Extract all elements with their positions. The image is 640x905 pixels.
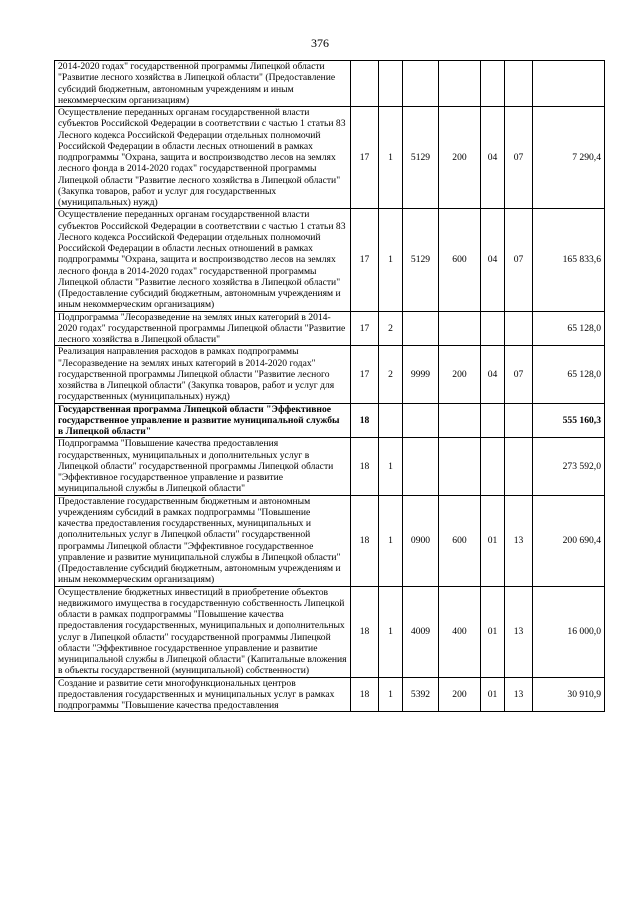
row-description: Предоставление государственным бюджетным и автономным учреждениям субсидий в рамках подпрограммы "Повышение качества предоставления государственных, муниципальных и дополнительных услуг в Липецкой области" государственной программы Липецкой области "Эффективное государственное управление и развитие муниципальной службы в Липецкой области" (Предоставление субсидий бюджетным, автономным учреждениям и иным некоммерческим организациям): [55, 495, 351, 586]
subprogram-code: 1: [379, 495, 403, 586]
subsection-code: [505, 438, 533, 495]
table-row: [55, 346, 605, 403]
row-description: Создание и развитие сети многофункциональных центров предоставления государственных и муниципальных услуг в рамках подпрограммы "Повышение качества предоставления: [55, 677, 351, 712]
expense-type-code: [439, 438, 481, 495]
row-description: Подпрограмма "Повышение качества предоставления государственных, муниципальных и дополнительных услуг в Липецкой области" государственной программы Липецкой области "Эффективное государственное управление и развитие муниципальной службы в Липецкой области": [55, 438, 351, 495]
budget-table: [54, 60, 605, 712]
expense-direction-code: 0900: [403, 495, 439, 586]
subsection-code: 13: [505, 586, 533, 677]
table-row: [55, 209, 605, 311]
expense-direction-code: 9999: [403, 346, 439, 403]
amount-value: 273 592,0: [533, 438, 605, 495]
row-description: Осуществление переданных органам государственной власти субъектов Российской Федерации в соответствии с частью 1 статьи 83 Лесного кодекса Российской Федерации отдельных полномочий Российской Федерации в области лесных отношений в рамках подпрограммы "Охрана, защита и воспроизводство лесов на землях лесного фонда в 2014-2020 годах" государственной программы Липецкой области "Развитие лесного хозяйства в Липецкой области" (Предоставление субсидий бюджетным, автономным учреждениям и иным некоммерческим организациям): [55, 209, 351, 311]
row-description: 2014-2020 годах" государственной программы Липецкой области "Развитие лесного хозяйства в Липецкой области" (Предоставление субсидий бюджетным, автономным учреждениям и иным некоммерческим организациям): [55, 61, 351, 107]
table-row: [55, 438, 605, 495]
subprogram-code: 1: [379, 209, 403, 311]
section-code: 04: [481, 209, 505, 311]
subprogram-code: 1: [379, 677, 403, 712]
amount-value: 200 690,4: [533, 495, 605, 586]
section-code: [481, 311, 505, 346]
expense-direction-code: 5129: [403, 107, 439, 209]
expense-type-code: [439, 403, 481, 438]
program-code: 18: [351, 495, 379, 586]
row-description: Подпрограмма "Лесоразведение на землях иных категорий в 2014-2020 годах" государственной программы Липецкой области "Развитие лесного хозяйства в Липецкой области": [55, 311, 351, 346]
expense-direction-code: [403, 311, 439, 346]
amount-value: 30 910,9: [533, 677, 605, 712]
page-number: 376: [311, 36, 329, 50]
section-code: 04: [481, 346, 505, 403]
expense-type-code: 400: [439, 586, 481, 677]
subsection-code: 07: [505, 107, 533, 209]
section-code: 01: [481, 677, 505, 712]
program-code: 18: [351, 586, 379, 677]
subprogram-code: 2: [379, 311, 403, 346]
expense-type-code: [439, 311, 481, 346]
expense-type-code: 200: [439, 346, 481, 403]
program-code: 18: [351, 677, 379, 712]
amount-value: [533, 61, 605, 107]
expense-direction-code: 5129: [403, 209, 439, 311]
row-description: Государственная программа Липецкой области "Эффективное государственное управление и развитие муниципальной службы в Липецкой области": [55, 403, 351, 438]
section-code: 01: [481, 586, 505, 677]
subsection-code: [505, 61, 533, 107]
amount-value: 7 290,4: [533, 107, 605, 209]
amount-value: 165 833,6: [533, 209, 605, 311]
program-code: 17: [351, 346, 379, 403]
subprogram-code: [379, 403, 403, 438]
program-code: 17: [351, 311, 379, 346]
subsection-code: [505, 311, 533, 346]
section-code: 01: [481, 495, 505, 586]
subsection-code: 13: [505, 677, 533, 712]
row-description: Осуществление переданных органам государственной власти субъектов Российской Федерации в соответствии с частью 1 статьи 83 Лесного кодекса Российской Федерации отдельных полномочий Российской Федерации в области лесных отношений в рамках подпрограммы "Охрана, защита и воспроизводство лесов на землях лесного фонда в 2014-2020 годах" государственной программы Липецкой области "Развитие лесного хозяйства в Липецкой области" (Закупка товаров, работ и услуг для государственных (муниципальных) нужд): [55, 107, 351, 209]
expense-direction-code: 5392: [403, 677, 439, 712]
subsection-code: [505, 403, 533, 438]
amount-value: 555 160,3: [533, 403, 605, 438]
table-body: [55, 61, 605, 712]
program-code: 18: [351, 438, 379, 495]
subprogram-code: 1: [379, 438, 403, 495]
program-code: 17: [351, 209, 379, 311]
expense-direction-code: [403, 61, 439, 107]
table-row: [55, 495, 605, 586]
row-description: Осуществление бюджетных инвестиций в приобретение объектов недвижимого имущества в государственную собственность Липецкой области в рамках подпрограммы "Повышение качества предоставления государственных, муниципальных и дополнительных услуг в Липецкой области" государственной программы Липецкой области "Эффективное государственное управление и развитие муниципальной службы в Липецкой области" (Капитальные вложения в объекты государственной (муниципальной) собственности): [55, 586, 351, 677]
amount-value: 65 128,0: [533, 346, 605, 403]
table-row: [55, 403, 605, 438]
table-row: [55, 586, 605, 677]
program-code: [351, 61, 379, 107]
table-row: [55, 107, 605, 209]
subsection-code: 13: [505, 495, 533, 586]
expense-direction-code: [403, 403, 439, 438]
table-row: [55, 61, 605, 107]
amount-value: 65 128,0: [533, 311, 605, 346]
section-code: [481, 403, 505, 438]
subprogram-code: 1: [379, 107, 403, 209]
subprogram-code: 1: [379, 586, 403, 677]
expense-type-code: 600: [439, 209, 481, 311]
program-code: 17: [351, 107, 379, 209]
expense-type-code: [439, 61, 481, 107]
section-code: 04: [481, 107, 505, 209]
subprogram-code: 2: [379, 346, 403, 403]
table-row: [55, 311, 605, 346]
row-description: Реализация направления расходов в рамках подпрограммы "Лесоразведение на землях иных категорий в 2014-2020 годах" государственной программы Липецкой области "Развитие лесного хозяйства в Липецкой области" (Закупка товаров, работ и услуг для государственных (муниципальных) нужд): [55, 346, 351, 403]
subsection-code: 07: [505, 346, 533, 403]
subprogram-code: [379, 61, 403, 107]
expense-type-code: 200: [439, 677, 481, 712]
subsection-code: 07: [505, 209, 533, 311]
section-code: [481, 438, 505, 495]
amount-value: 16 000,0: [533, 586, 605, 677]
table-row: [55, 677, 605, 712]
expense-direction-code: [403, 438, 439, 495]
expense-type-code: 200: [439, 107, 481, 209]
program-code: 18: [351, 403, 379, 438]
expense-type-code: 600: [439, 495, 481, 586]
section-code: [481, 61, 505, 107]
expense-direction-code: 4009: [403, 586, 439, 677]
